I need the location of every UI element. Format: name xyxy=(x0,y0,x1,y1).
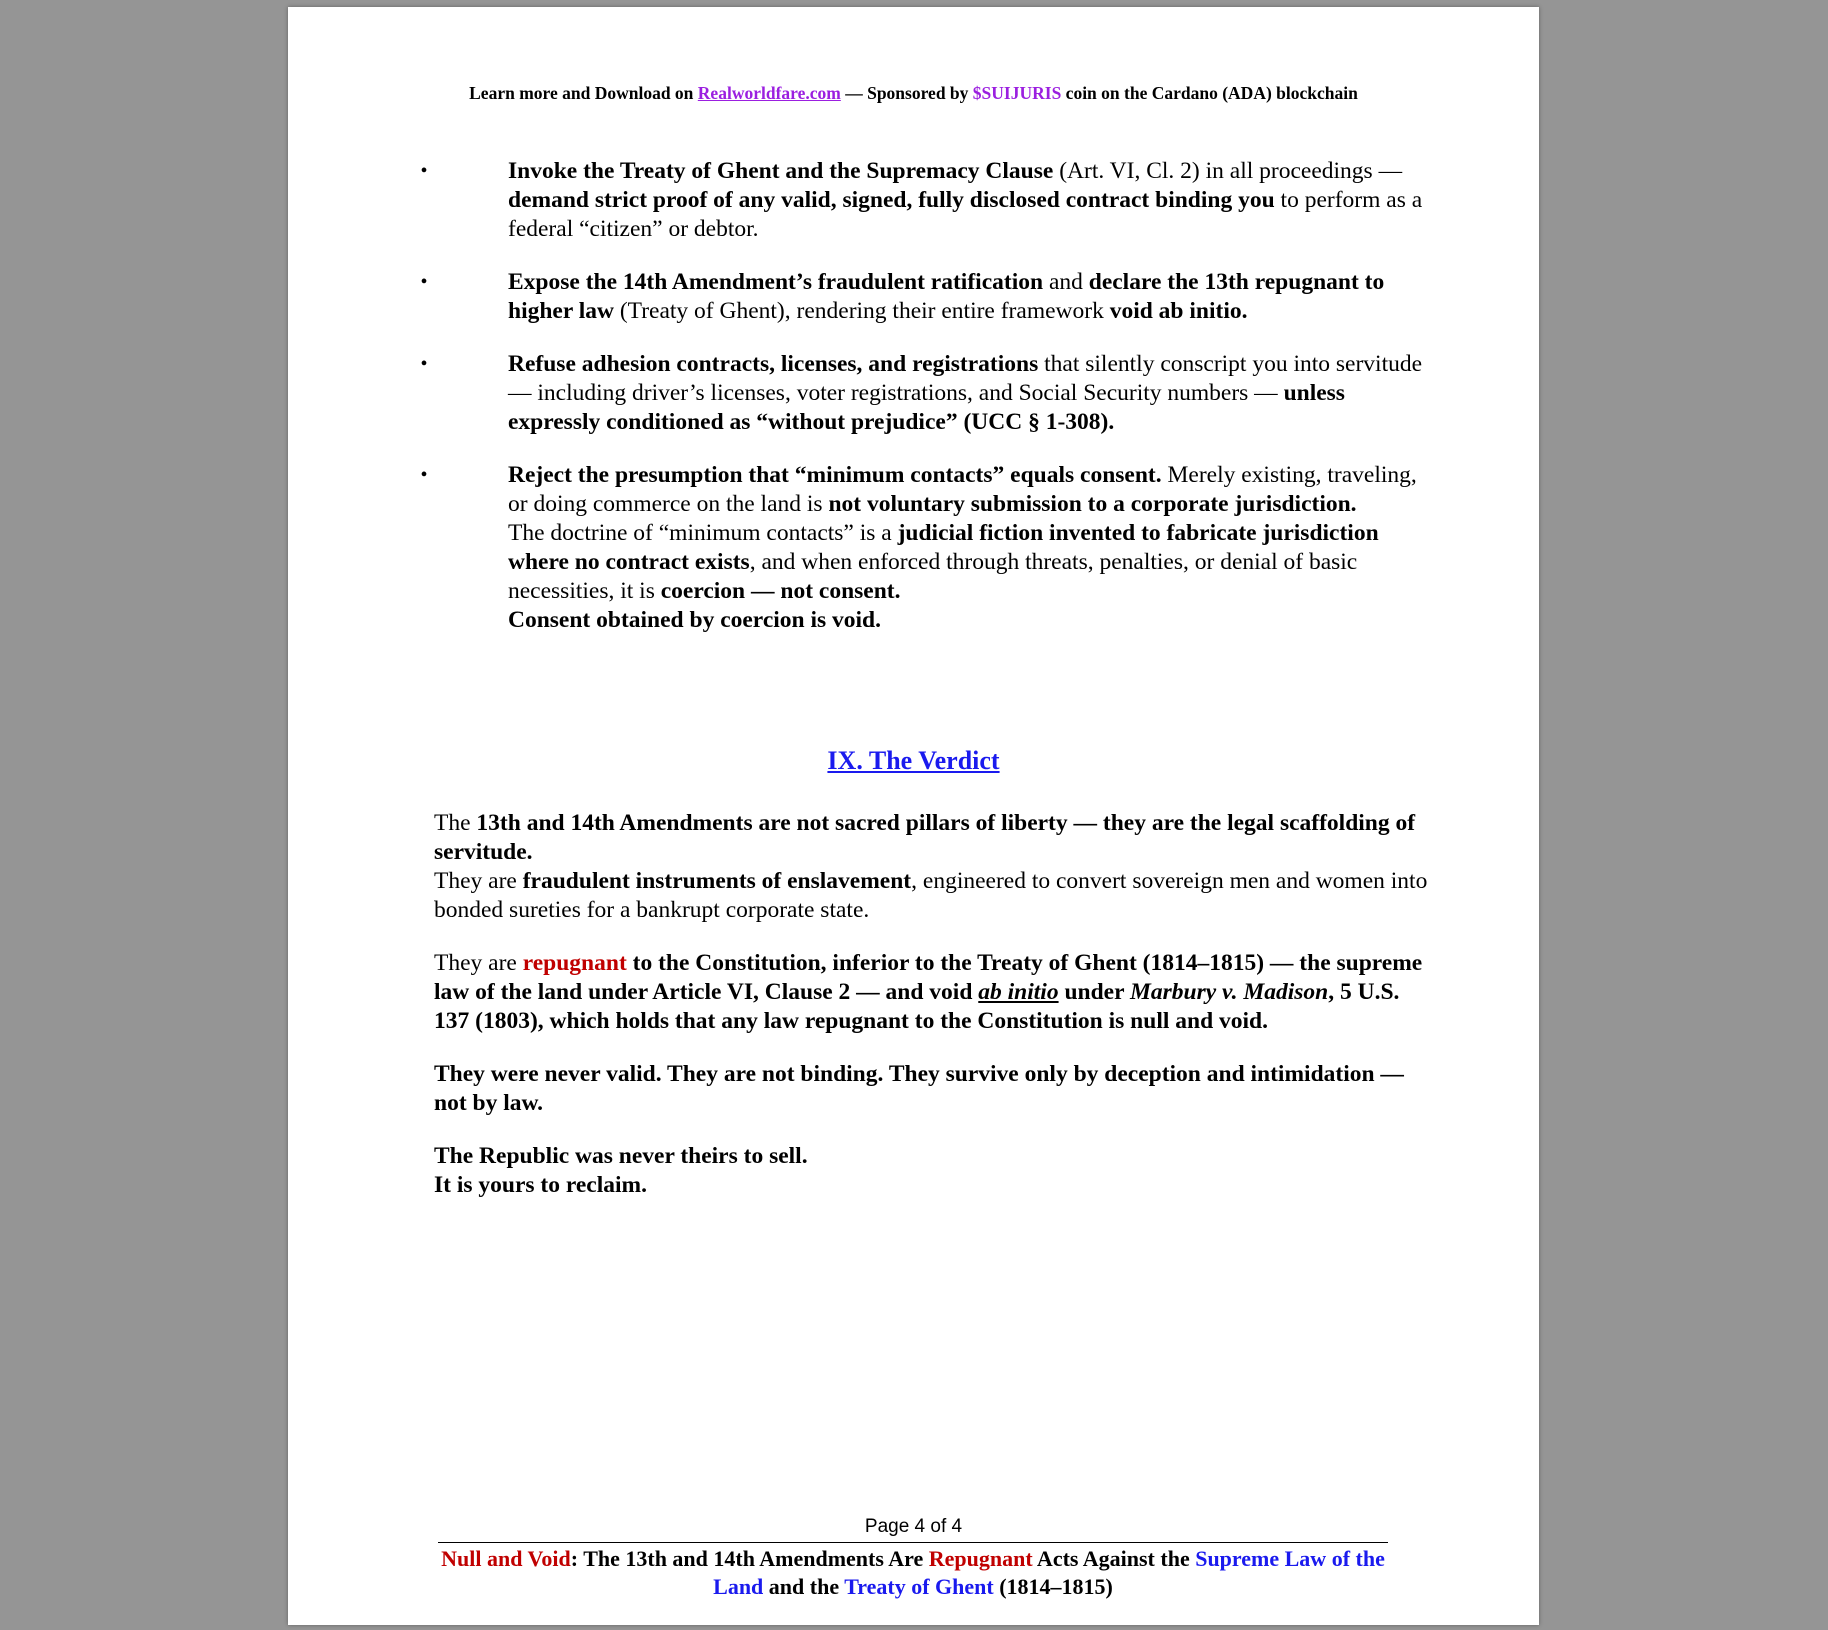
bullet-text: not voluntary submission to a corporate jurisdiction. xyxy=(828,491,1357,517)
bullet-item-refuse xyxy=(414,350,1424,437)
bullet-text: , and when enforced through threats, penalties, or denial of basic necessities, it is xyxy=(508,549,1358,604)
bullet-text: that silently conscript you into servitude — including driver’s licenses, voter registrations, and Social Security numbers — xyxy=(508,351,1423,406)
bullet-text: Refuse adhesion contracts, licenses, and registrations xyxy=(508,351,1039,377)
bullet-text: to perform as a federal “citizen” or debtor. xyxy=(508,187,1423,242)
paragraph-text: , 5 U.S. 137 (1803), which holds that any law repugnant to the Constitution is null and void. xyxy=(434,979,1400,1034)
page-number: Page 4 of 4 xyxy=(864,1516,963,1537)
action-bullet-list xyxy=(414,157,1424,659)
verdict-body xyxy=(434,809,1434,1224)
section-heading-verdict[interactable]: IX. The Verdict xyxy=(827,746,1000,775)
bullet-text: judicial fiction invented to fabricate jurisdiction where no contract exists xyxy=(508,520,1379,575)
footer-text: : The 13th and 14th Amendments Are xyxy=(570,1546,929,1571)
case-citation: Marbury v. Madison xyxy=(1129,979,1329,1005)
verdict-paragraph xyxy=(434,949,1434,1036)
header-middle: — Sponsored by xyxy=(840,83,973,103)
verdict-closing xyxy=(434,1142,1434,1200)
paragraph-text: fraudulent instruments of enslavement xyxy=(522,868,912,894)
closing-line: The Republic was never theirs to sell. xyxy=(434,1143,808,1169)
paragraph-text: , engineered to convert sovereign men and women into bonded sureties for a bankrupt corporate state. xyxy=(434,868,1428,923)
footer-text: Null and Void xyxy=(441,1546,571,1571)
paragraph-text: The xyxy=(434,810,477,836)
footer-text: Treaty of Ghent xyxy=(844,1574,994,1599)
bullet-text: Merely existing, traveling, or doing commerce on the land is xyxy=(508,462,1417,517)
footer-text: Supreme Law of the Land xyxy=(713,1546,1385,1599)
footer-text: Repugnant xyxy=(928,1546,1033,1571)
bullet-text: Expose the 14th Amendment’s fraudulent ratification xyxy=(508,269,1044,295)
realworldfare-link[interactable]: Realworldfare.com xyxy=(697,83,841,103)
footer-divider xyxy=(438,1542,1388,1543)
bullet-text: declare the 13th repugnant to higher law xyxy=(508,269,1385,324)
bullet-text: Reject the presumption that “minimum contacts” equals consent. xyxy=(508,462,1162,488)
bullet-text: unless expressly conditioned as “without prejudice” (UCC § 1-308). xyxy=(508,380,1345,435)
footer-text: (1814–1815) xyxy=(993,1574,1113,1599)
bullet-text: The doctrine of “minimum contacts” is a xyxy=(508,520,898,546)
closing-line: It is yours to reclaim. xyxy=(434,1172,647,1198)
paragraph-text: under xyxy=(1058,979,1130,1005)
document-page xyxy=(288,7,1539,1625)
footer-text: and the xyxy=(763,1574,845,1599)
bullet-text: void ab initio. xyxy=(1109,298,1248,324)
bullet-text: Consent obtained by coercion is void. xyxy=(508,607,881,633)
bullet-item-treaty xyxy=(414,157,1424,244)
bullet-text: (Treaty of Ghent), rendering their entire framework xyxy=(613,298,1110,324)
paragraph-text: They are xyxy=(434,868,523,894)
bullet-item-reject xyxy=(414,461,1424,635)
page-header xyxy=(288,83,1539,104)
header-suffix: coin on the Cardano (ADA) blockchain xyxy=(1061,83,1358,103)
bullet-item-expose xyxy=(414,268,1424,326)
bullet-text: (Art. VI, Cl. 2) in all proceedings — xyxy=(1053,158,1403,184)
paragraph-text: 13th and 14th Amendments are not sacred pillars of liberty — they are the legal scaffolding of servitude. xyxy=(434,810,1416,865)
header-prefix: Learn more and Download on xyxy=(469,83,698,103)
paragraph-text: They are xyxy=(434,950,523,976)
bullet-text: and xyxy=(1043,269,1089,295)
page-footer xyxy=(438,1545,1388,1601)
verdict-paragraph xyxy=(434,809,1434,925)
bullet-dot-icon: • xyxy=(420,160,428,182)
bullet-dot-icon: • xyxy=(420,353,428,375)
paragraph-text: They were never valid. They are not binding. They survive only by deception and intimidation — not by law. xyxy=(434,1061,1404,1116)
suijuris-coin-text: $SUIJURIS xyxy=(972,83,1062,103)
bullet-dot-icon: • xyxy=(420,464,428,486)
paragraph-text: to the Constitution, inferior to the Treaty of Ghent (1814–1815) — the supreme law of the land under Article VI, Clause 2 — and void xyxy=(434,950,1423,1005)
bullet-dot-icon: • xyxy=(420,271,428,293)
verdict-paragraph xyxy=(434,1060,1434,1118)
bullet-text: Invoke the Treaty of Ghent and the Supremacy Clause xyxy=(508,158,1054,184)
bullet-text: coercion — not consent. xyxy=(660,578,901,604)
bullet-text: demand strict proof of any valid, signed, fully disclosed contract binding you xyxy=(508,187,1275,213)
repugnant-highlight: repugnant xyxy=(522,950,627,976)
ab-initio-text: ab initio xyxy=(978,979,1059,1005)
footer-text: Acts Against the xyxy=(1032,1546,1196,1571)
